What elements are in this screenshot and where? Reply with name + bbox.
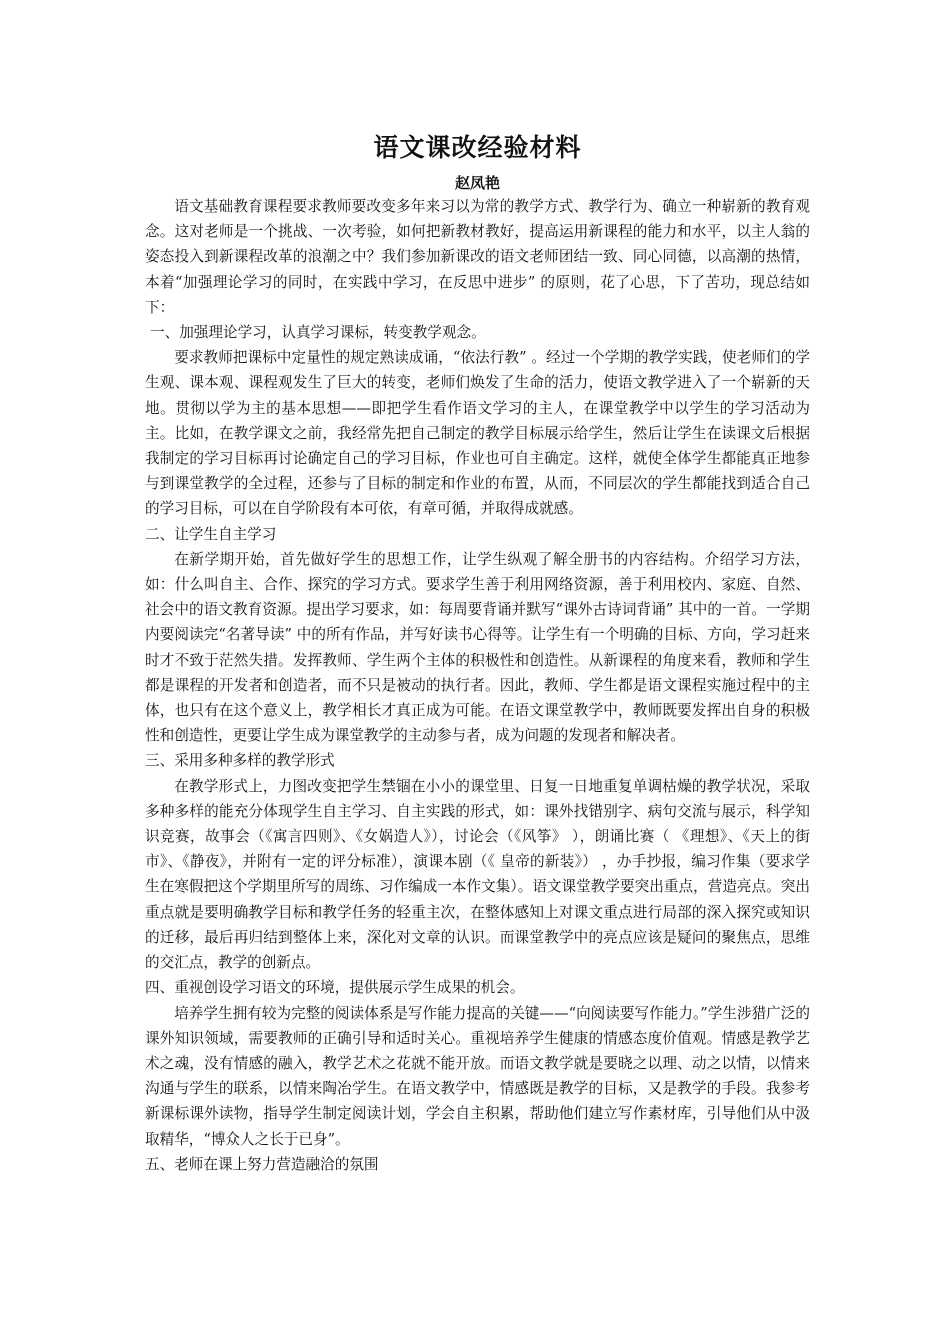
section-heading-2: 二、让学生自主学习 — [145, 525, 277, 543]
section-body-2: 在新学期开始，首先做好学生的思想工作，让学生纵观了解全册书的内容结构。介绍学习方法，如：什么叫自主、合作、探究的学习方式。要求学生善于利用网络资源，善于利用校内、家庭、自然、社会中的语文教育资源。提出学习要求，如：每周要背诵并默写“课外古诗词背诵” 其中的一首。一学期内要阅读完“名著导读” 中的所有作品，并写好读书心得等。让学生有一个明确的目标、方向，学习赶来时才不致于茫然失措。发挥教师、学生两个主体的积极性和创造性。从新课程的角度来看，教师和学生都是课程的开发者和创造者，而不只是被动的执行者。因此，教师、学生都是语文课程实施过程中的主体，也只有在这个意义上，教学相长才真正成为可能。在语文课堂教学中，教师既要发挥出自身的积极性和创造性，更要让学生成为课堂教学的主动参与者，成为问题的发现者和解决者。 — [145, 550, 810, 745]
document-title: 语文课改经验材料 — [373, 133, 582, 162]
section-heading-3: 三、采用多种多样的教学形式 — [145, 752, 335, 770]
section-body-1: 要求教师把课标中定量性的规定熟读成诵，“依法行教” 。经过一个学期的教学实践，使老师们的学生观、课本观、课程观发生了巨大的转变，老师们焕发了生命的活力，使语文教学进入了一个崭新的天地。贯彻以学为主的基本思想——即把学生看作语文学习的主人，在课堂教学中以学生的学习活动为主。比如，在教学课文之前，我经常先把自己制定的教学目标展示给学生，然后让学生在读课文后根据我制定的学习目标再讨论确定自己的学习目标，作业也可自主确定。这样，就使全体学生都能真正地参与到课堂教学的全过程，还参与了目标的制定和作业的布置，从而，不同层次的学生都能找到适合自己的学习目标，可以在自学阶段有本可依，有章可循，并取得成就感。 — [145, 349, 810, 518]
section-heading-1: 一、加强理论学习，认真学习课标，转变教学观念。 — [150, 324, 486, 342]
section-body-4: 培养学生拥有较为完整的阅读体系是写作能力提高的关键——“向阅读要写作能力。”学生涉猎广泛的课外知识领域，需要教师的正确引导和适时关心。重视培养学生健康的情感态度价值观。情感是教学艺术之魂，没有情感的融入，教学艺术之花就不能开放。而语文教学就是要晓之以理、动之以情，以情来沟通与学生的联系，以情来陶冶学生。在语文教学中，情感既是教学的目标，又是教学的手段。我参考新课标课外读物，指导学生制定阅读计划，学会自主积累，帮助他们建立写作素材库，引导他们从中汲取精华，“博众人之长于已身”。 — [145, 1004, 810, 1148]
document-author: 赵凤艳 — [454, 174, 500, 192]
section-heading-4: 四、重视创设学习语文的环境，提供展示学生成果的机会。 — [145, 979, 525, 997]
section-body-3: 在教学形式上，力图改变把学生禁锢在小小的课堂里、日复一日地重复单调枯燥的教学状况，采取多种多样的能充分体现学生自主学习、自主实践的形式，如：课外找错别字、病句交流与展示，科学知识竞赛，故事会（《寓言四则》、《女娲造人》），讨论会（《风筝》 ），朗诵比赛（ 《理想》、《天上的街市》、《静夜》，并附有一定的评分标准），演课本剧（《 皇帝的新装》） ，办手抄报，编习作集（要求学生在寒假把这个学期里所写的周练、习作编成一本作文集）。语文课堂教学要突出重点，营造亮点。突出重点就是要明确教学目标和教学任务的轻重主次，在整体感知上对课文重点进行局部的深入探究或知识的迁移，最后再归结到整体上来，深化对文章的认识。而课堂教学中的亮点应该是疑问的聚焦点，思维的交汇点，教学的创新点。 — [145, 777, 810, 972]
intro-paragraph: 语文基础教育课程要求教师要改变多年来习以为常的教学方式、教学行为、确立一种崭新的教育观念。这对老师是一个挑战、一次考验，如何把新教材教好，提高运用新课程的能力和水平，以主人翁的姿态投入到新课程改革的浪潮之中？我们参加新课改的语文老师团结一致、同心同德，以高潮的热情，本着“加强理论学习的同时，在实践中学习，在反思中进步” 的原则，花了心思，下了苦功，现总结如下： — [145, 198, 810, 316]
document-page — [145, 130, 810, 1177]
section-heading-5: 五、老师在课上努力营造融洽的氛围 — [145, 1155, 379, 1173]
